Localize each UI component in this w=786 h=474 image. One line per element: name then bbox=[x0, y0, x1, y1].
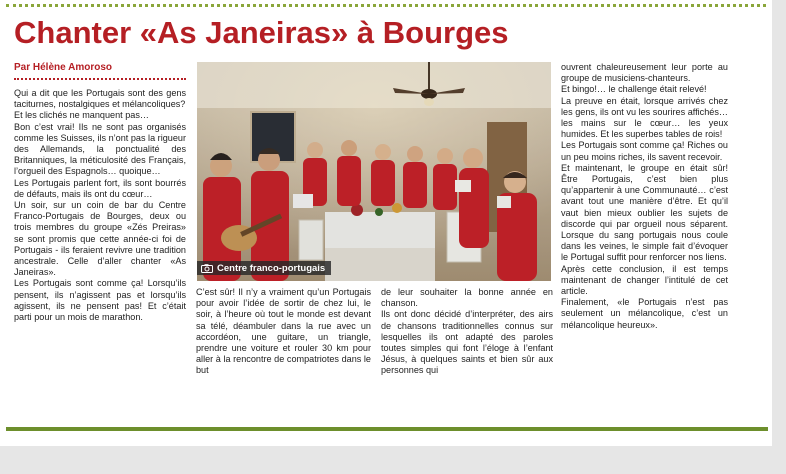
bottom-green-rule bbox=[6, 427, 768, 431]
group-photo-illustration bbox=[197, 62, 551, 281]
paragraph: de leur souhaiter la bonne année en chanson. bbox=[381, 287, 553, 309]
article-column-3 bbox=[381, 287, 553, 377]
paragraph: Finalement, «le Portugais n’est pas seulement un mélancolique, c’est un mélancolique heureux». bbox=[561, 297, 728, 330]
paragraph: Bon c’est vrai! Ils ne sont pas organisés comme les Suisses, ils n’ont pas la rigueur des Allemands, la ponctualité des Britanniques, la méticulosité des Français, l’orgueil des Espagnols… quoique… bbox=[14, 121, 186, 177]
article-photo bbox=[197, 62, 551, 281]
article-column-2 bbox=[196, 287, 371, 377]
paragraph: Les Portugais parlent fort, ils sont bourrés de défauts, mais ils ont du cœur… bbox=[14, 177, 186, 199]
article-column-4 bbox=[561, 62, 728, 331]
camera-icon bbox=[201, 264, 213, 273]
paragraph: Les Portugais sont comme ça! Riches ou un peu moins riches, ils savent recevoir. bbox=[561, 140, 728, 162]
photo-caption-bar bbox=[197, 261, 331, 275]
paragraph: La preuve en était, lorsque arrivés chez les gens, ils ont vu les sourires affichés… les mains sur le cœur… les yeux humides. Et les superbes tables de rois! bbox=[561, 95, 728, 140]
paragraph: Les Portugais sont comme ça! Lorsqu’ils pensent, ils n’agissent pas et lorsqu’ils agissent, ils ne pensent pas! Et c’était parti pour un mois de marathon. bbox=[14, 278, 186, 323]
article-column-1 bbox=[14, 62, 186, 323]
top-dotted-rule bbox=[6, 4, 766, 7]
paragraph: Ils ont donc décidé d’interpréter, des airs de chansons traditionnelles connus sur lesquelles ils ont adapté des paroles toutes simples qui font l’éloge à l’enfant Jésus, à quelques saints et bien sûr aux personnes qui bbox=[381, 309, 553, 376]
photo-caption: Centre franco-portugais bbox=[217, 262, 326, 274]
paragraph: Après cette conclusion, il est temps maintenant de changer l’intitulé de cet article. bbox=[561, 263, 728, 297]
paragraph: Et les clichés ne manquent pas… bbox=[14, 110, 149, 121]
byline: Par Hélène Amoroso bbox=[14, 62, 186, 80]
article-headline: Chanter «As Janeiras» à Bourges bbox=[14, 15, 509, 50]
paragraph: Un soir, sur un coin de bar du Centre Franco-Portugais de Bourges, deux ou trois membres du groupe «Zés Preiras» se sont promis que cette année-ci foi de Portugais - ils feraient revivre une tradition ancestrale. Celle d’aller chanter «As Janeiras». bbox=[14, 200, 186, 278]
paragraph: C’est sûr! Il n’y a vraiment qu’un Portugais pour avoir l’idée de sortir de chez lui, le soir, à l’heure où tout le monde est devant sa télé, déambuler dans la rue avec un accordéon, une guitare, un triangle, prendre une voiture et rouler 30 km pour aller à la rencontre de compatriotes dans le but bbox=[196, 287, 371, 376]
paragraph: Et maintenant, le groupe en était sûr! Être Portugais, c’est bien plus qu’appartenir à une Communauté… c’est avant tout une manière d’être. Et qu’il vaut bien mieux oublier les sujets de discorde qui par orgueil nous séparent. Lorsque du sang portugais nous coule dans les veines, le simple fait d’évoquer le Portugal suffit pour renforcer nos liens. bbox=[561, 162, 728, 263]
paragraph: Et bingo!… le challenge était relevé! bbox=[561, 84, 707, 95]
paragraph: ouvrent chaleureusement leur porte au groupe de musiciens-chanteurs. bbox=[561, 62, 728, 84]
paragraph: Qui a dit que les Portugais sont des gens taciturnes, nostalgiques et mélancoliques? bbox=[14, 88, 186, 110]
